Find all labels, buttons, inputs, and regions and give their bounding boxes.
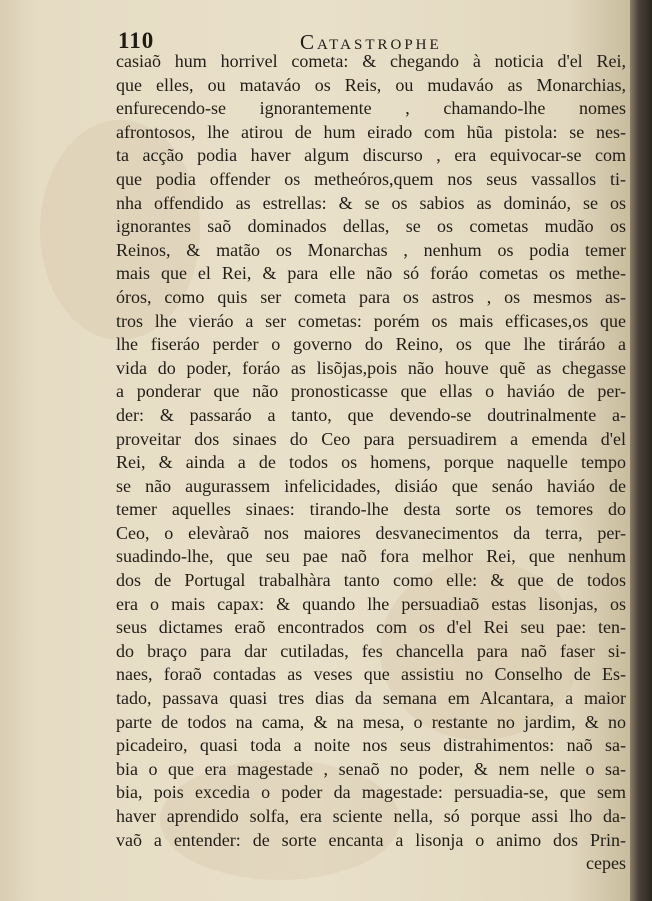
text-line: afrontosos, lhe atirou de hum eirado com hũa pistola: se nes- (116, 121, 626, 142)
text-line: que podia offender os metheóros,quem nos seus vassallos ti- (116, 168, 626, 189)
text-line: óros, como quis ser cometa para os astros , os mesmos as- (116, 286, 626, 307)
text-line: tado, passava quasi tres dias da semana em Alcantara, a maior (116, 688, 626, 709)
text-line: era o mais capax: & quando lhe persuadiaõ estas lisonjas, os (116, 593, 626, 614)
text-line: suadindo-lhe, que seu pae naõ fora melhor Rei, que nenhum (116, 546, 626, 567)
text-line: proveitar dos sinaes do Ceo para persuadirem a emenda d'el (116, 428, 626, 449)
text-line: bia o que era magestade , senaõ no poder, & nem nelle o sa- (116, 758, 626, 779)
text-line: mais que el Rei, & para elle não só foráo cometas os methe- (116, 263, 626, 284)
text-line: bia, pois excedia o poder da magestade: persuadia-se, que sem (116, 782, 626, 803)
running-title: Catastrophe (300, 30, 442, 54)
body-text (116, 50, 626, 876)
text-line: lhe fiseráo perder o governo do Reino, os que lhe tiráráo a (116, 334, 626, 355)
book-edge (630, 0, 652, 901)
text-line: enfurecendo-se ignorantemente , chamando-lhe nomes (116, 98, 626, 119)
text-line: vaõ a entender: de sorte encanta a lisonja o animo dos Prin- (116, 829, 626, 850)
text-line: der: & passaráo a tanto, que devendo-se doutrinalmente a- (116, 404, 626, 425)
text-line: vida do poder, foráo as lisõjas,pois não houve quẽ as chegasse (116, 357, 626, 378)
text-line: dos de Portugal trabalhàra tanto como elle: & que de todos (116, 570, 626, 591)
text-line: Rei, & ainda a de todos os homens, porque naquelle tempo (116, 452, 626, 473)
text-line: temer aquelles sinaes: tirando-lhe desta sorte os temores do (116, 499, 626, 520)
text-line: parte de todos na cama, & na mesa, o restante no jardim, & no (116, 711, 626, 732)
text-line: do braço para dar cutiladas, fes chancella para naõ faser si- (116, 640, 626, 661)
text-line: seus dictames eraõ encontrados com os d'el Rei seu pae: ten- (116, 617, 626, 638)
text-line: casiaõ hum horrivel cometa: & chegando à noticia d'el Rei, (116, 51, 626, 71)
text-line: tros lhe vieráo a ser cometas: porém os mais efficases,os que (116, 310, 626, 331)
text-line: que elles, ou mataváo os Reis, ou mudaváo as Monarchias, (116, 74, 626, 95)
text-line: nha offendido as estrellas: & se os sabios as domináo, se os (116, 192, 626, 213)
text-line: Ceo, o elevàraõ nos maiores desvanecimentos da terra, per- (116, 522, 626, 543)
text-line: picadeiro, quasi toda a noite nos seus distrahimentos: naõ sa- (116, 735, 626, 756)
catchword: cepes (586, 853, 626, 874)
text-line: ignorantes saõ dominados dellas, se os cometas mudão os (116, 216, 626, 237)
text-line: ta acção podia haver algum discurso , era equivocar-se com (116, 145, 626, 166)
page-number: 110 (118, 28, 155, 53)
text-line: haver aprendido solfa, era sciente nella, só porque assi lho da- (116, 806, 626, 826)
text-line: Reinos, & matão os Monarchas , nenhum os podia temer (116, 239, 626, 260)
text-line: a ponderar que não pronosticasse que ellas o haviáo de per- (116, 381, 626, 402)
text-line: naes, foraõ contadas as veses que assistiu no Conselho de Es- (116, 664, 626, 685)
text-line: se não augurassem infelicidades, disiáo que senáo haviáo de (116, 475, 626, 496)
